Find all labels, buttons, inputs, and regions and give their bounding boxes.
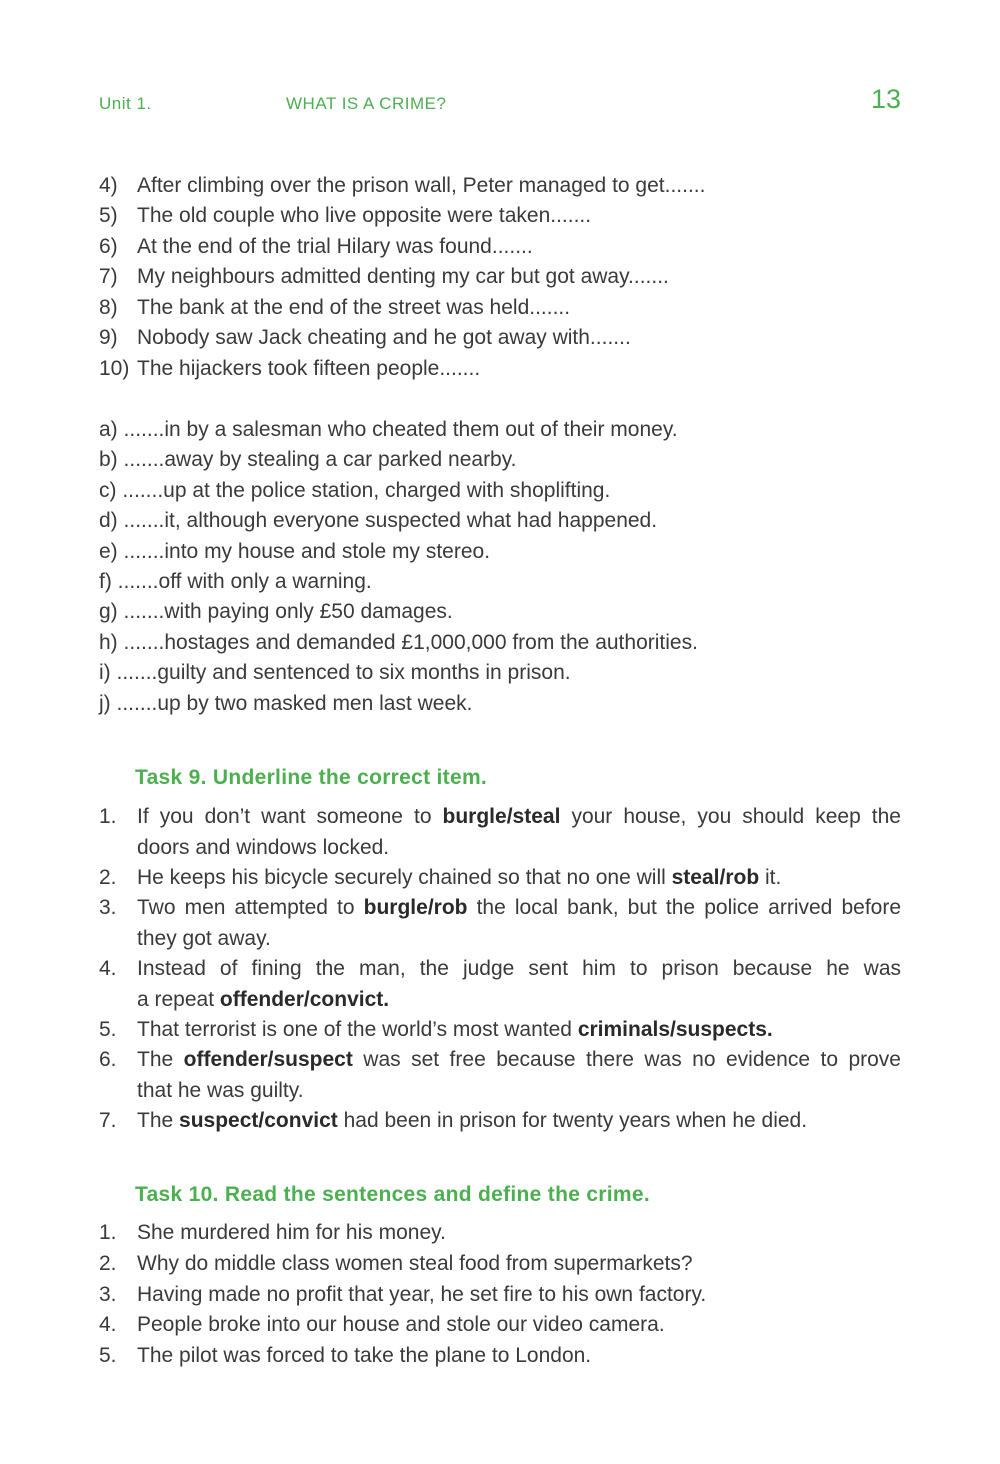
item-text: That terrorist is one of the world’s most wanted	[137, 1018, 578, 1041]
item-number: 6.	[99, 1048, 117, 1071]
item-number: 7)	[99, 265, 118, 288]
task9-item-6	[99, 1045, 901, 1106]
answer-choice: burgle/steal	[442, 805, 561, 828]
item-text: your house, you should keep the	[560, 805, 901, 828]
item-text: If you don’t want someone to	[137, 805, 443, 828]
task-10-heading: Task 10. Read the sentences and define the crime.	[135, 1183, 650, 1206]
item-text-continued: that he was guilty.	[137, 1078, 304, 1102]
item-text: the local bank, but the police arrived before	[467, 896, 902, 919]
item-text: Two men attempted to	[137, 896, 364, 919]
task10-item-5	[99, 1341, 901, 1372]
task10-item-1	[99, 1218, 901, 1249]
chapter-title: WHAT IS A CRIME?	[286, 94, 447, 113]
item-text: .......with paying only £50 damages.	[123, 600, 453, 623]
ending-item	[99, 567, 372, 597]
item-number: 5.	[99, 1018, 117, 1041]
item-number: 2.	[99, 1252, 117, 1275]
task10-item-3	[99, 1280, 901, 1311]
ending-item	[99, 445, 517, 475]
item-number: 5.	[99, 1344, 117, 1367]
item-text: The	[137, 1109, 180, 1132]
item-number: 5)	[99, 204, 118, 227]
item-number: 3.	[99, 1283, 117, 1306]
phrase-item	[99, 354, 480, 384]
item-number: 4.	[99, 1313, 117, 1336]
phrase-item	[99, 171, 705, 201]
phrase-item	[99, 232, 533, 262]
task9-item-3	[99, 893, 901, 954]
item-text: .......into my house and stole my stereo.	[123, 540, 491, 563]
ending-item	[99, 658, 571, 688]
item-letter: i)	[99, 661, 111, 684]
item-text: The hijackers took fifteen people.......	[137, 357, 481, 380]
phrase-item	[99, 201, 591, 231]
item-text: Why do middle class women steal food from supermarkets?	[137, 1252, 693, 1275]
item-text: .......up at the police station, charged with shoplifting.	[122, 479, 611, 502]
item-number: 3.	[99, 896, 117, 919]
ending-item	[99, 689, 473, 719]
item-text: After climbing over the prison wall, Peter managed to get.......	[137, 174, 706, 197]
task10-item-2	[99, 1249, 901, 1280]
item-text: The pilot was forced to take the plane to London.	[137, 1344, 592, 1367]
task9-item-5	[99, 1015, 901, 1046]
item-number: 1.	[99, 1221, 117, 1244]
item-text: My neighbours admitted denting my car but got away.......	[137, 265, 669, 288]
item-text: .......it, although everyone suspected what had happened.	[123, 509, 658, 532]
item-text: People broke into our house and stole our video camera.	[137, 1313, 665, 1336]
item-text: She murdered him for his money.	[137, 1221, 446, 1244]
item-text: At the end of the trial Hilary was found.......	[137, 235, 533, 258]
item-letter: b)	[99, 448, 118, 471]
answer-choice: offender/convict.	[219, 987, 390, 1011]
item-text: it.	[759, 866, 782, 889]
ending-item	[99, 415, 678, 445]
item-text: was set free because there was no evidence to prove	[352, 1048, 901, 1071]
item-text: The bank at the end of the street was held.......	[137, 296, 571, 319]
item-text: had been in prison for twenty years when he died.	[337, 1109, 808, 1132]
ending-item	[99, 476, 610, 506]
page-header	[99, 84, 901, 120]
item-letter: g)	[99, 600, 118, 623]
item-text: .......away by stealing a car parked nearby.	[123, 448, 517, 471]
item-text-continued: a repeat	[137, 987, 220, 1011]
ending-item	[99, 597, 453, 627]
item-text: .......off with only a warning.	[117, 570, 372, 593]
item-letter: j)	[99, 692, 111, 715]
task9-item-1	[99, 802, 901, 863]
item-letter: a)	[99, 418, 118, 441]
item-text: The old couple who live opposite were taken.......	[137, 204, 592, 227]
item-number: 9)	[99, 326, 118, 349]
answer-choice: burgle/rob	[363, 896, 468, 919]
item-number: 1.	[99, 805, 117, 828]
item-number: 4)	[99, 174, 118, 197]
item-text: Instead of fining the man, the judge sent him to prison because he was	[137, 957, 901, 980]
task10-item-4	[99, 1310, 901, 1341]
ending-item	[99, 628, 698, 658]
task-9-heading: Task 9. Underline the correct item.	[135, 766, 488, 789]
phrase-item	[99, 323, 631, 353]
item-number: 7.	[99, 1109, 117, 1132]
item-text: .......hostages and demanded £1,000,000 from the authorities.	[123, 631, 698, 654]
item-text: He keeps his bicycle securely chained so that no one will	[137, 866, 672, 889]
phrase-item	[99, 293, 570, 323]
phrase-item	[99, 262, 669, 292]
unit-label: Unit 1.	[99, 94, 152, 113]
item-number: 2.	[99, 866, 117, 889]
item-text: .......guilty and sentenced to six months in prison.	[116, 661, 571, 684]
ending-item	[99, 506, 657, 536]
item-number: 8)	[99, 296, 118, 319]
task9-item-2	[99, 863, 901, 894]
item-text: .......up by two masked men last week.	[116, 692, 473, 715]
item-text: Having made no profit that year, he set fire to his own factory.	[137, 1283, 707, 1306]
item-text: .......in by a salesman who cheated them out of their money.	[123, 418, 678, 441]
ending-item	[99, 537, 490, 567]
item-text-continued: doors and windows locked.	[137, 835, 390, 859]
item-number: 10)	[99, 357, 130, 380]
item-number: 4.	[99, 957, 117, 980]
item-letter: c)	[99, 479, 117, 502]
item-letter: d)	[99, 509, 118, 532]
item-letter: e)	[99, 540, 118, 563]
item-text-continued: they got away.	[137, 926, 271, 950]
item-letter: h)	[99, 631, 118, 654]
answer-choice: suspect/convict	[179, 1109, 338, 1132]
answer-choice: steal/rob	[671, 866, 760, 889]
item-number: 6)	[99, 235, 118, 258]
task9-item-7	[99, 1106, 901, 1137]
task9-item-4	[99, 954, 901, 1015]
answer-choice: offender/suspect	[183, 1048, 353, 1071]
answer-choice: criminals/suspects.	[577, 1018, 773, 1041]
page-number: 13	[870, 84, 901, 114]
item-text: Nobody saw Jack cheating and he got away with.......	[137, 326, 631, 349]
item-letter: f)	[99, 570, 112, 593]
item-text: The	[137, 1048, 184, 1071]
